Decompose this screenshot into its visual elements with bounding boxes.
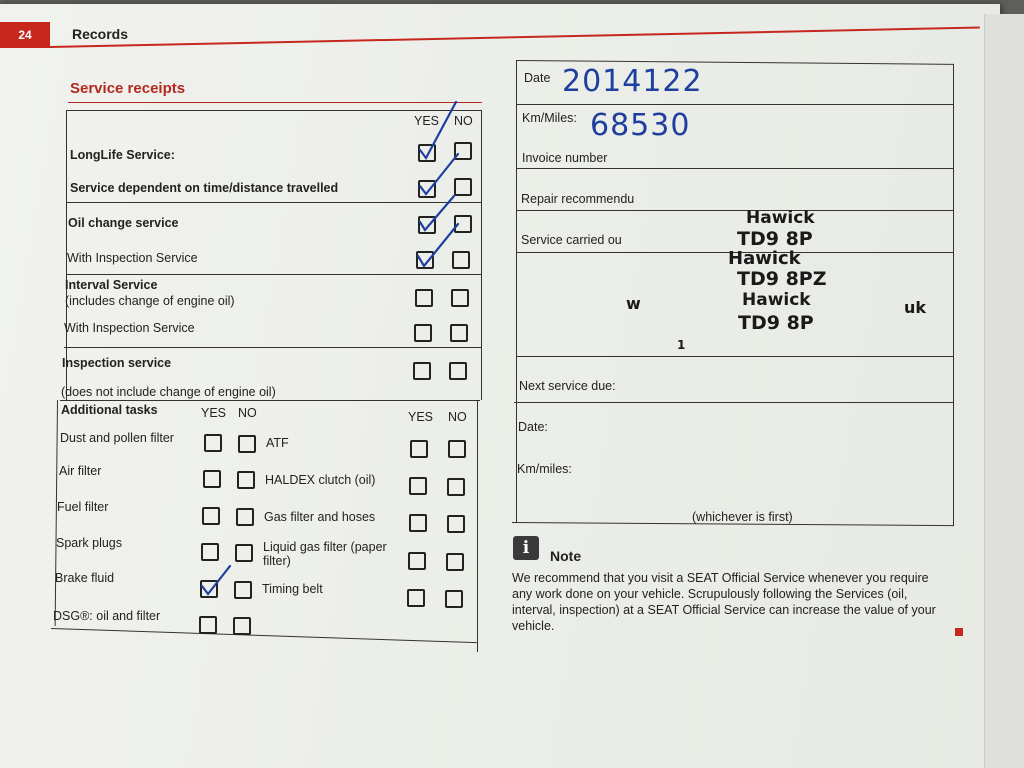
spark-yes-checkbox[interactable] (201, 543, 219, 561)
time-distance-yes-checkbox[interactable] (418, 180, 436, 198)
invoice-number-label: Invoice number (522, 151, 608, 165)
timing-belt-label: Timing belt (262, 582, 323, 596)
fuel-no-checkbox[interactable] (236, 508, 254, 526)
repair-recommendation-label: Repair recommendu (521, 192, 635, 206)
stamp-line: uk (904, 298, 927, 317)
service-carried-out-label: Service carried ou (521, 233, 622, 247)
oil-change-no-checkbox[interactable] (454, 215, 472, 233)
atf-label: ATF (266, 436, 289, 450)
haldex-label: HALDEX clutch (oil) (265, 473, 376, 487)
longlife-yes-checkbox[interactable] (418, 144, 436, 162)
next-km-label: Km/miles: (517, 462, 572, 476)
additional-yes-header-2: YES (408, 410, 434, 424)
form-border-right (953, 64, 954, 526)
gas-filter-label: Gas filter and hoses (264, 510, 376, 524)
with-inspection-label: With Inspection Service (67, 251, 198, 265)
additional-border-right (477, 400, 478, 652)
additional-border-bottom (51, 628, 477, 643)
dust-pollen-label: Dust and pollen filter (60, 431, 174, 445)
gas-no-checkbox[interactable] (447, 515, 465, 533)
stamp-line: 1 (677, 338, 686, 352)
km-value-handwritten: 68530 (590, 108, 691, 143)
no-header: NO (454, 114, 473, 128)
liquid-gas-yes-checkbox[interactable] (408, 552, 426, 570)
longlife-label: LongLife Service: (70, 148, 175, 162)
interval-service-label: Interval Service (65, 278, 158, 292)
next-date-label: Date: (518, 420, 548, 434)
timing-yes-checkbox[interactable] (407, 589, 425, 607)
oil-change-yes-checkbox[interactable] (418, 216, 436, 234)
stamp-line: Hawick (746, 208, 815, 228)
stamp-line: TD9 8P (737, 228, 813, 250)
stamp-line: Hawick (728, 248, 801, 269)
date-value-handwritten: 2014122 (562, 64, 703, 99)
fuel-filter-label: Fuel filter (57, 500, 109, 514)
next-service-due-label: Next service due: (519, 379, 616, 393)
interval-no-checkbox[interactable] (451, 289, 469, 307)
dust-yes-checkbox[interactable] (204, 434, 222, 452)
haldex-no-checkbox[interactable] (447, 478, 465, 496)
dust-no-checkbox[interactable] (238, 435, 256, 453)
info-icon: i (513, 536, 539, 560)
dsg-no-checkbox[interactable] (233, 617, 251, 635)
date-label: Date (524, 71, 551, 85)
yes-header: YES (414, 114, 440, 128)
time-distance-no-checkbox[interactable] (454, 178, 472, 196)
stamp-line: TD9 8P (738, 312, 814, 334)
note-title: Note (550, 548, 582, 564)
form-divider (516, 168, 954, 169)
spark-plugs-label: Spark plugs (56, 536, 123, 550)
form-divider (516, 356, 954, 357)
spark-no-checkbox[interactable] (235, 544, 253, 562)
table-row-divider (66, 202, 482, 203)
inspection-no-checkbox[interactable] (449, 362, 467, 380)
table-row-divider (60, 400, 480, 401)
air-filter-label: Air filter (59, 464, 102, 478)
gas-yes-checkbox[interactable] (409, 514, 427, 532)
header-rule (50, 27, 980, 48)
form-divider (516, 104, 954, 105)
dsg-yes-checkbox[interactable] (199, 616, 217, 634)
inspection-service-sub: (does not include change of engine oil) (61, 385, 276, 399)
inspection-service-label: Inspection service (62, 356, 172, 370)
oil-change-label: Oil change service (68, 216, 179, 230)
haldex-yes-checkbox[interactable] (409, 477, 427, 495)
additional-tasks-title: Additional tasks (61, 403, 158, 417)
dsg-label: DSG®: oil and filter (53, 609, 161, 623)
time-distance-label: Service dependent on time/distance travelled (70, 181, 339, 195)
atf-yes-checkbox[interactable] (410, 440, 428, 458)
interval-yes-checkbox[interactable] (415, 289, 433, 307)
inspection-yes-checkbox[interactable] (413, 362, 431, 380)
running-head: Records (72, 26, 129, 42)
form-divider (514, 402, 954, 403)
next-page-edge (984, 14, 1024, 768)
stamp-line: w (626, 294, 641, 313)
km-miles-label: Km/Miles: (522, 111, 577, 125)
service-booklet-page (0, 4, 1000, 768)
with-inspection-yes-checkbox[interactable] (416, 251, 434, 269)
liquid-gas-label-2: filter) (263, 554, 291, 568)
fuel-yes-checkbox[interactable] (202, 507, 220, 525)
table-row-divider (64, 347, 482, 348)
table-border-top (66, 110, 482, 111)
end-mark (955, 628, 963, 636)
whichever-first-note: (whichever is first) (692, 510, 793, 524)
additional-no-header-2: NO (448, 410, 467, 424)
with-inspection-2-yes-checkbox[interactable] (414, 324, 432, 342)
liquid-gas-label-1: Liquid gas filter (paper (263, 540, 387, 554)
air-no-checkbox[interactable] (237, 471, 255, 489)
with-inspection-2-label: With Inspection Service (64, 321, 195, 335)
with-inspection-2-no-checkbox[interactable] (450, 324, 468, 342)
brake-fluid-label: Brake fluid (55, 571, 115, 585)
form-divider (516, 210, 954, 211)
atf-no-checkbox[interactable] (448, 440, 466, 458)
section-title: Service receipts (70, 80, 186, 97)
stamp-line: TD9 8PZ (737, 268, 827, 290)
timing-no-checkbox[interactable] (445, 590, 463, 608)
form-border-left (516, 60, 517, 522)
table-border-right (481, 110, 482, 400)
longlife-no-checkbox[interactable] (454, 142, 472, 160)
brake-yes-checkbox[interactable] (200, 580, 218, 598)
interval-service-sub: (includes change of engine oil) (65, 294, 235, 308)
section-title-rule (68, 102, 482, 103)
brake-no-checkbox[interactable] (234, 581, 252, 599)
table-row-divider (66, 274, 482, 275)
note-text: We recommend that you visit a SEAT Official Service whenever you require any work done on your vehicle. Scrupulously following the Services (oil, interval, inspection) at a SEAT Official Service can increase the value of your vehicle. (512, 571, 936, 633)
air-yes-checkbox[interactable] (203, 470, 221, 488)
with-inspection-no-checkbox[interactable] (452, 251, 470, 269)
stamp-line: Hawick (742, 290, 811, 310)
page-number: 24 (0, 22, 50, 48)
additional-no-header: NO (238, 406, 257, 420)
additional-yes-header: YES (201, 406, 227, 420)
liquid-gas-no-checkbox[interactable] (446, 553, 464, 571)
